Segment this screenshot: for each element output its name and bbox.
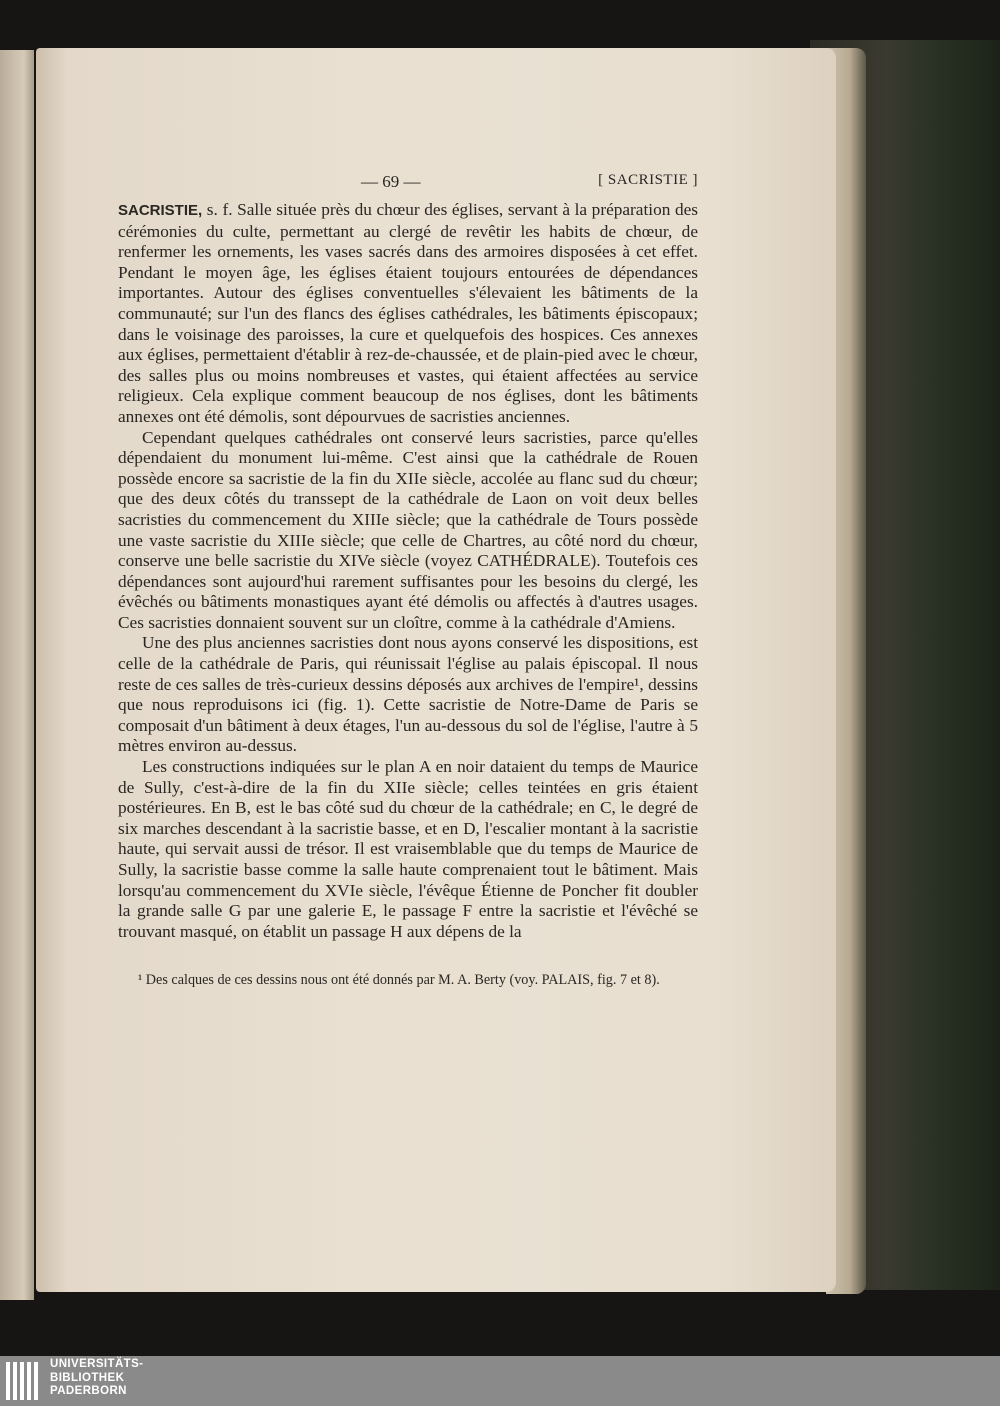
library-logo-text <box>50 1358 143 1399</box>
library-line-2: BIBLIOTHEK <box>50 1371 125 1384</box>
library-line-1: UNIVERSITÄTS- <box>50 1358 144 1370</box>
footnote: ¹ Des calques de ces dessins nous ont été donnés par M. A. Berty (voy. PALAIS, fig. 7 et 8). <box>138 972 660 989</box>
page-text-block <box>118 172 698 990</box>
entry-pos: s. f. <box>206 200 233 219</box>
library-line-3: PADERBORN <box>50 1385 127 1397</box>
paragraph-1-text: Salle située près du chœur des églises, servant à la préparation des cérémonies du culte, permettant au clergé de revêtir les habits de chœur, de renfermer les ornements, les vases sacrés dans des armoires disposées à cet effet. Pendant le moyen âge, les églises étaient toujours entourées de dépendances importantes. Autour des églises conventuelles s'élevaient les bâtiments de la communauté; sur l'un des flancs des églises cathédrales, les bâtiments épiscopaux; dans le voisinage des paroisses, la cure et quelquefois des hospices. Ces annexes aux églises, permettaient d'établir à rez-de-chaussée, et de plain-pied avec le chœur, des salles plus ou moins nombreuses et vastes, qui étaient affectées au service religieux. Cela explique comment beaucoup de nos églises, dont les bâtiments annexes ont été démolis, sont dépourvues de sacristies anciennes. <box>118 200 698 426</box>
library-logo-icon <box>6 1362 40 1400</box>
left-page-edge <box>0 50 34 1300</box>
page-header <box>118 172 698 198</box>
library-footer-bar <box>0 1356 1000 1406</box>
paragraph-4: Les constructions indiquées sur le plan A en noir dataient du temps de Maurice de Sully, c'est-à-dire de la fin du XIIe siècle; celles teintées en gris étaient postérieures. En B, est le bas côté sud du chœur de la cathédrale; en C, le degré de six marches descendant à la sacristie basse, et en D, l'escalier montant à la sacristie haute, qui servait aussi de trésor. Il est vraisemblable que du temps de Maurice de Sully, la sacristie basse comme la salle haute comprenaient tout le bâtiment. Mais lorsqu'au commencement du XVIe siècle, l'évêque Étienne de Poncher fit doubler la grande salle G par une galerie E, le passage F entre la sacristie et l'évêché se trouvant masqué, on établit un passage H aux dépens de la <box>118 757 698 941</box>
paragraph-1 <box>118 200 698 428</box>
entry-headword: SACRISTIE, <box>118 202 203 219</box>
paragraph-2: Cependant quelques cathédrales ont conservé leurs sacristies, parce qu'elles dépendaient du monument lui-même. C'est ainsi que la cathédrale de Rouen possède encore sa sacristie de la fin du XIIe siècle, accolée au flanc sud du chœur; que des deux côtés du transsept de la cathédrale de Laon on voit deux belles sacristies du commencement du XIIIe siècle; que la cathédrale de Tours possède une vaste sacristie du XIIIe siècle; que celle de Chartres, au côté nord du chœur, conserve une belle sacristie du XIVe siècle (voyez CATHÉDRALE). Toutefois ces dépendances sont aujourd'hui rarement suffisantes pour les besoins du clergé, les évêchés ou bâtiments monastiques ayant été démolis ou affectés à d'autres usages. Ces sacristies donnaient souvent sur un cloître, comme à la cathédrale d'Amiens. <box>118 427 698 632</box>
book-page <box>36 48 836 1292</box>
page-number: — 69 — <box>361 172 421 191</box>
running-head: [ SACRISTIE ] <box>598 172 698 188</box>
paragraph-3: Une des plus anciennes sacristies dont nous ayons conservé les dispositions, est celle de la cathédrale de Paris, qui réunissait l'église au palais épiscopal. Il nous reste de ces salles de très-curieux dessins déposés aux archives de l'empire¹, dessins que nous reproduisons ici (fig. 1). Cette sacristie de Notre-Dame de Paris se composait d'un bâtiment à deux étages, l'un au-dessous du sol de l'église, l'autre à 5 mètres environ au-dessus. <box>118 633 698 756</box>
